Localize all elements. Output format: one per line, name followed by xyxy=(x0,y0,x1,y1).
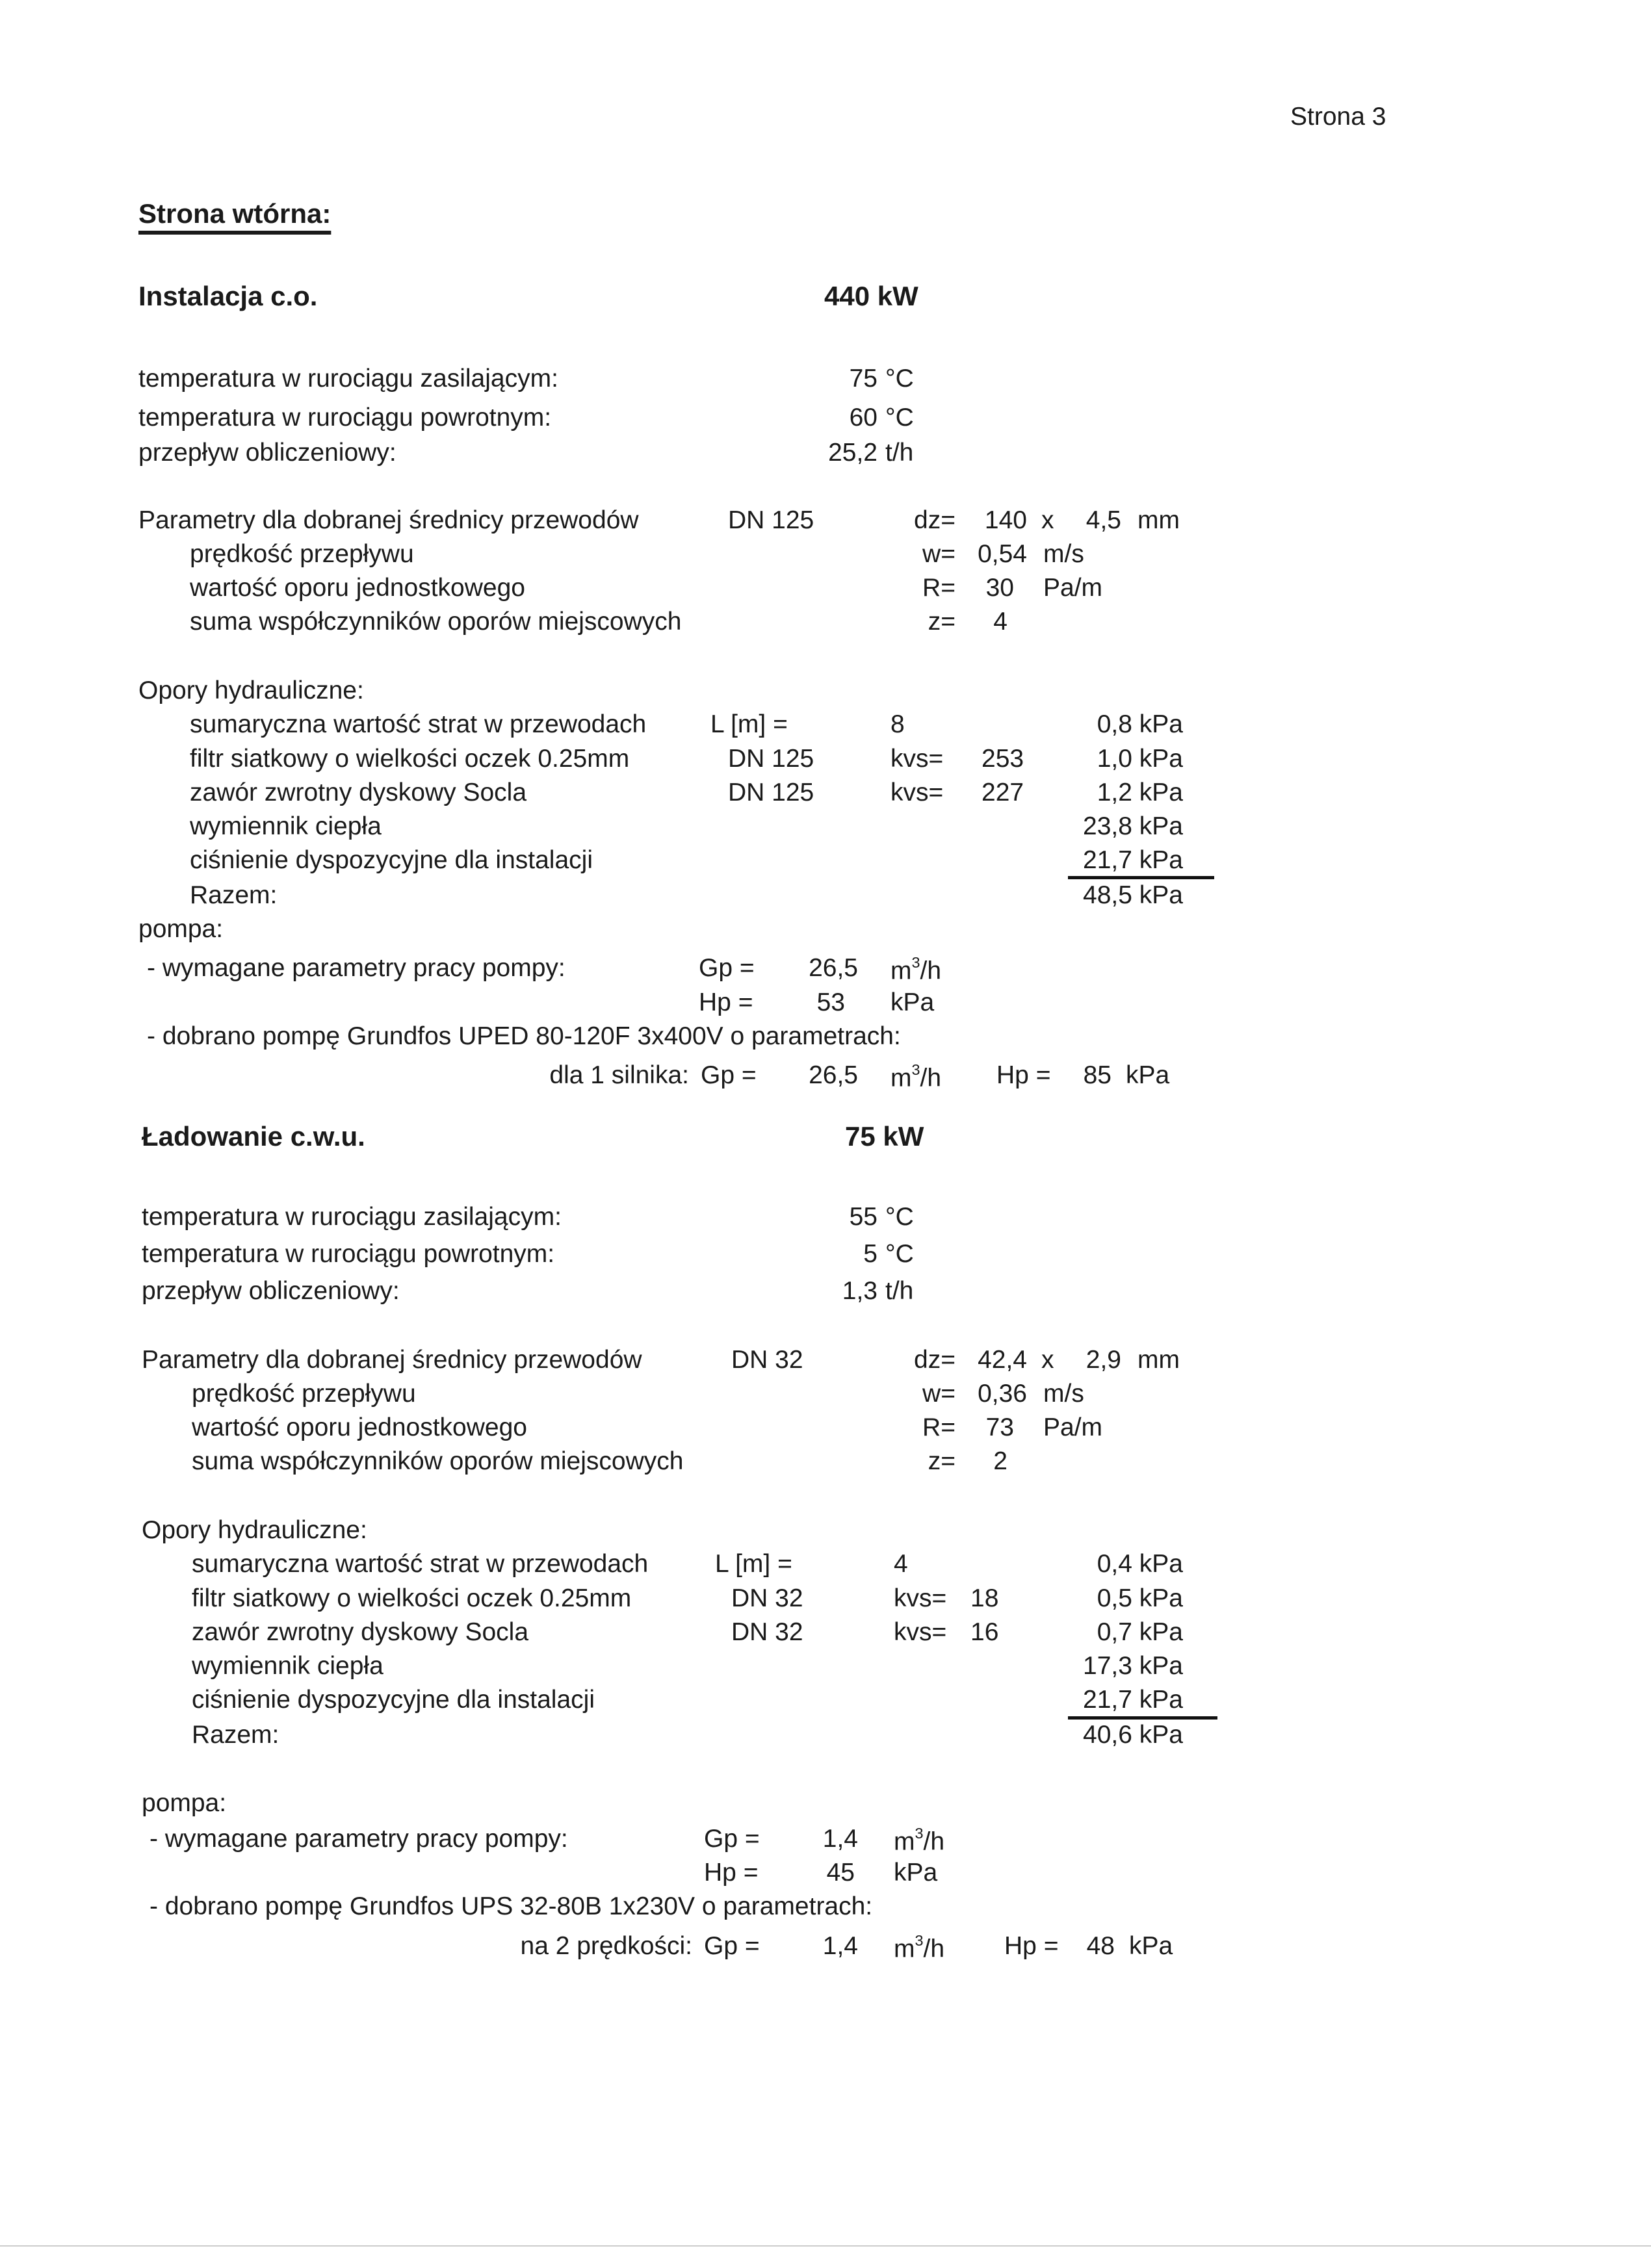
section-power: 440 kW xyxy=(824,281,918,311)
section-title: Ładowanie c.w.u. xyxy=(142,1121,365,1152)
return-temp-unit: °C xyxy=(885,404,914,432)
final-hp-key: Hp = xyxy=(996,1061,1051,1089)
document-heading: Strona wtórna: xyxy=(138,198,332,229)
resistance-row-key: kvs= xyxy=(890,779,944,806)
velocity-value: 0,36 xyxy=(978,1380,1027,1408)
section-title: Instalacja c.o. xyxy=(138,281,318,311)
total-label: Razem: xyxy=(192,1721,280,1749)
final-hp-key: Hp = xyxy=(1004,1932,1059,1960)
velocity-unit: m/s xyxy=(1043,1380,1084,1408)
resistance-row-value: 1,2 kPa xyxy=(1097,779,1183,806)
dz-times: x xyxy=(1041,1346,1054,1374)
wall-value: 2,9 xyxy=(1086,1346,1121,1374)
resistance-row-kvs: 227 xyxy=(982,779,1024,806)
resistance-row-value: 23,8 kPa xyxy=(1083,812,1183,840)
gp-value: 1,4 xyxy=(822,1825,858,1853)
resistance-row-mid: DN 32 xyxy=(731,1584,803,1612)
resistance-row-label: zawór zwrotny dyskowy Socla xyxy=(190,779,527,806)
resistance-row-kvs: 253 xyxy=(982,745,1024,773)
resistance-row-value: 0,8 kPa xyxy=(1097,710,1183,738)
pipe-dn: DN 32 xyxy=(731,1346,803,1374)
dz-key: dz= xyxy=(914,1346,956,1374)
return-temp-label: temperatura w rurociągu powrotnym: xyxy=(138,404,552,432)
pump-title: pompa: xyxy=(138,915,224,943)
resistance-row-label: sumaryczna wartość strat w przewodach xyxy=(192,1550,649,1578)
final-gp-unit: $m^3/h$ xyxy=(894,1932,945,1963)
unit-resistance-value: 73 xyxy=(985,1413,1014,1441)
total-rule xyxy=(1068,876,1214,879)
final-gp-key: Gp = xyxy=(701,1061,757,1089)
dz-value: 42,4 xyxy=(978,1346,1027,1374)
resistance-row-value: 0,4 kPa xyxy=(1097,1550,1183,1578)
total-value: 40,6 kPa xyxy=(1083,1721,1183,1749)
resistance-row-mid: DN 32 xyxy=(731,1618,803,1646)
resistance-row-kvs: 18 xyxy=(970,1584,999,1612)
gp-unit: $m^3/h$ xyxy=(890,954,942,985)
local-losses-key: z= xyxy=(928,608,956,636)
velocity-label: prędkość przepływu xyxy=(192,1380,416,1408)
resistance-title: Opory hydrauliczne: xyxy=(142,1516,367,1544)
total-label: Razem: xyxy=(190,881,278,909)
resistance-row-value: 17,3 kPa xyxy=(1083,1652,1183,1680)
gp-key: Gp = xyxy=(704,1825,760,1853)
velocity-key: w= xyxy=(922,1380,956,1408)
hp-value: 53 xyxy=(816,988,845,1016)
local-losses-key: z= xyxy=(928,1447,956,1475)
resistance-row-key: kvs= xyxy=(894,1584,947,1612)
final-hp-unit: kPa xyxy=(1126,1061,1170,1089)
velocity-value: 0,54 xyxy=(978,540,1027,568)
final-gp-unit: $m^3/h$ xyxy=(890,1061,942,1092)
flow-value: 25,2 xyxy=(828,439,878,467)
return-temp-unit: °C xyxy=(885,1240,914,1268)
final-gp-value: 26,5 xyxy=(809,1061,858,1089)
resistance-row-key: kvs= xyxy=(890,745,944,773)
resistance-row-label: filtr siatkowy o wielkości oczek 0.25mm xyxy=(192,1584,632,1612)
resistance-row-mid: L [m] = xyxy=(715,1550,792,1578)
resistance-row-key: 4 xyxy=(894,1550,908,1578)
resistance-row-kvs: 16 xyxy=(970,1618,999,1646)
flow-unit: t/h xyxy=(885,1277,914,1305)
gp-value: 26,5 xyxy=(809,954,858,982)
resistance-row-label: sumaryczna wartość strat w przewodach xyxy=(190,710,647,738)
return-temp-label: temperatura w rurociągu powrotnym: xyxy=(142,1240,555,1268)
local-losses-value: 4 xyxy=(993,608,1008,636)
final-hp-value: 48 xyxy=(1086,1932,1115,1960)
gp-key: Gp = xyxy=(699,954,755,982)
resistance-row-label: wymiennik ciepła xyxy=(192,1652,384,1680)
resistance-title: Opory hydrauliczne: xyxy=(138,677,364,704)
resistance-row-value: 1,0 kPa xyxy=(1097,745,1183,773)
resistance-row-value: 21,7 kPa xyxy=(1083,1686,1183,1714)
hp-unit: kPa xyxy=(894,1859,938,1887)
supply-temp-value: 75 xyxy=(849,365,878,393)
final-gp-key: Gp = xyxy=(704,1932,760,1960)
final-hp-unit: kPa xyxy=(1129,1932,1173,1960)
unit-resistance-label: wartość oporu jednostkowego xyxy=(190,574,525,602)
resistance-row-value: 21,7 kPa xyxy=(1083,846,1183,874)
local-losses-value: 2 xyxy=(993,1447,1008,1475)
flow-label: przepływ obliczeniowy: xyxy=(142,1277,400,1305)
supply-temp-label: temperatura w rurociągu zasilającym: xyxy=(138,365,558,393)
hp-unit: kPa xyxy=(890,988,935,1016)
total-rule xyxy=(1068,1716,1217,1720)
resistance-row-label: ciśnienie dyspozycyjne dla instalacji xyxy=(192,1686,595,1714)
local-losses-label: suma współczynników oporów miejscowych xyxy=(192,1447,684,1475)
dz-value: 140 xyxy=(984,506,1027,534)
pump-required-label: - wymagane parametry pracy pompy: xyxy=(150,1825,568,1853)
resistance-row-mid: DN 125 xyxy=(728,779,814,806)
pump-title: pompa: xyxy=(142,1789,227,1817)
wall-value: 4,5 xyxy=(1086,506,1121,534)
pipe-dn: DN 125 xyxy=(728,506,814,534)
section-power: 75 kW xyxy=(845,1121,924,1152)
dz-times: x xyxy=(1041,506,1054,534)
flow-label: przepływ obliczeniowy: xyxy=(138,439,396,467)
final-label: na 2 prędkości: xyxy=(520,1932,692,1960)
resistance-row-mid: DN 125 xyxy=(728,745,814,773)
local-losses-label: suma współczynników oporów miejscowych xyxy=(190,608,682,636)
pipe-params-label: Parametry dla dobranej średnicy przewodów xyxy=(142,1346,642,1374)
supply-temp-label: temperatura w rurociągu zasilającym: xyxy=(142,1203,562,1231)
total-value: 48,5 kPa xyxy=(1083,881,1183,909)
resistance-row-mid: L [m] = xyxy=(710,710,788,738)
flow-value: 1,3 xyxy=(842,1277,878,1305)
dz-unit: mm xyxy=(1138,1346,1180,1374)
pump-selected-label: - dobrano pompę Grundfos UPS 32-80B 1x230V o parametrach: xyxy=(150,1892,873,1920)
resistance-row-label: filtr siatkowy o wielkości oczek 0.25mm xyxy=(190,745,630,773)
resistance-row-label: zawór zwrotny dyskowy Socla xyxy=(192,1618,529,1646)
return-temp-value: 5 xyxy=(863,1240,878,1268)
resistance-row-label: wymiennik ciepła xyxy=(190,812,382,840)
unit-resistance-key: R= xyxy=(922,1413,956,1441)
dz-key: dz= xyxy=(914,506,956,534)
velocity-key: w= xyxy=(922,540,956,568)
hp-key: Hp = xyxy=(699,988,753,1016)
final-label: dla 1 silnika: xyxy=(549,1061,689,1089)
gp-unit: $m^3/h$ xyxy=(894,1825,945,1856)
unit-resistance-unit: Pa/m xyxy=(1043,1413,1103,1441)
final-gp-value: 1,4 xyxy=(822,1932,858,1960)
flow-unit: t/h xyxy=(885,439,914,467)
resistance-row-value: 0,7 kPa xyxy=(1097,1618,1183,1646)
hp-value: 45 xyxy=(826,1859,855,1887)
unit-resistance-unit: Pa/m xyxy=(1043,574,1103,602)
return-temp-value: 60 xyxy=(849,404,878,432)
dz-unit: mm xyxy=(1138,506,1180,534)
hp-key: Hp = xyxy=(704,1859,759,1887)
supply-temp-unit: °C xyxy=(885,365,914,393)
pipe-params-label: Parametry dla dobranej średnicy przewodów xyxy=(138,506,639,534)
final-hp-value: 85 xyxy=(1083,1061,1112,1089)
unit-resistance-key: R= xyxy=(922,574,956,602)
resistance-row-key: kvs= xyxy=(894,1618,947,1646)
unit-resistance-value: 30 xyxy=(985,574,1014,602)
supply-temp-unit: °C xyxy=(885,1203,914,1231)
page-number: Strona 3 xyxy=(1290,103,1386,131)
velocity-unit: m/s xyxy=(1043,540,1084,568)
resistance-row-value: 0,5 kPa xyxy=(1097,1584,1183,1612)
supply-temp-value: 55 xyxy=(849,1203,878,1231)
unit-resistance-label: wartość oporu jednostkowego xyxy=(192,1413,527,1441)
pump-selected-label: - dobrano pompę Grundfos UPED 80-120F 3x400V o parametrach: xyxy=(147,1022,901,1050)
resistance-row-label: ciśnienie dyspozycyjne dla instalacji xyxy=(190,846,593,874)
scan-edge-line xyxy=(0,2245,1651,2247)
resistance-row-key: 8 xyxy=(890,710,905,738)
velocity-label: prędkość przepływu xyxy=(190,540,414,568)
pump-required-label: - wymagane parametry pracy pompy: xyxy=(147,954,566,982)
